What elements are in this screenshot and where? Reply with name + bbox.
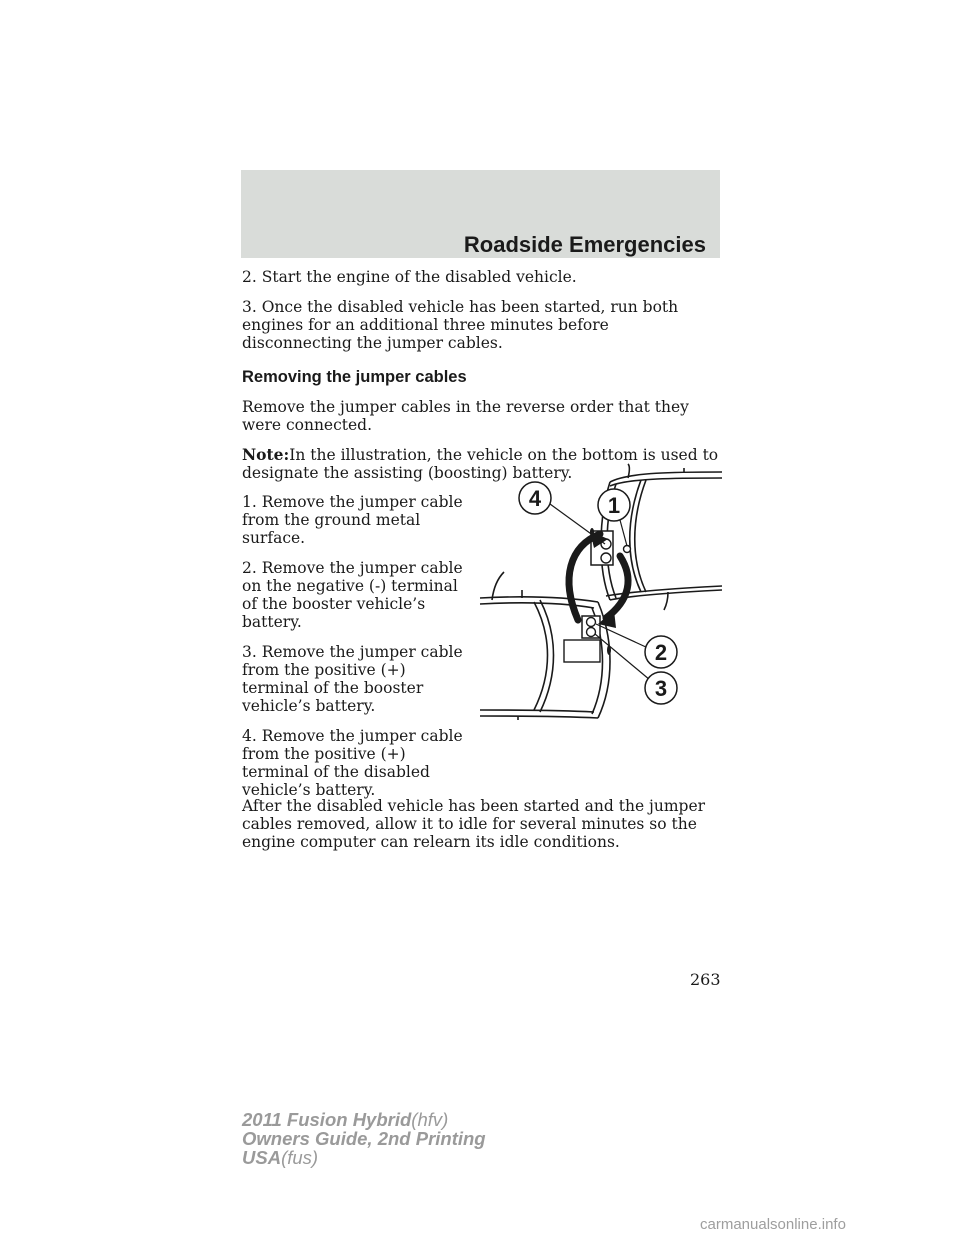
footer-model-code: (hfv) [411, 1109, 449, 1130]
footer-line-3 [242, 1148, 486, 1167]
callout-4-label: 4 [528, 486, 542, 511]
booster-negative-terminal [587, 628, 596, 637]
page-number: 263 [690, 970, 721, 989]
disabled-negative-terminal [601, 553, 611, 563]
removal-step-4: 4. Remove the jumper cable from the positive (+) terminal of the disabled vehicle’s battery. [242, 727, 463, 799]
section-header-band [241, 170, 720, 258]
footer-market-code: (fus) [281, 1147, 319, 1168]
footer-line-1 [242, 1110, 486, 1129]
disabled-vehicle [601, 464, 722, 610]
section-title: Roadside Emergencies [463, 232, 706, 257]
note-label: Note: [242, 445, 290, 464]
removal-step-3: 3. Remove the jumper cable from the positive (+) terminal of the booster vehicle’s battery. [242, 643, 463, 715]
footer-line-2: Owners Guide, 2nd Printing [242, 1128, 486, 1149]
removing-heading: Removing the jumper cables [242, 368, 467, 386]
booster-positive-terminal [587, 618, 596, 627]
removal-step-1: 1. Remove the jumper cable from the ground metal surface. [242, 493, 463, 547]
step-3-run-engines: 3. Once the disabled vehicle has been started, run both engines for an additional three minutes before disconnecting the jumper cables. [242, 298, 679, 352]
step-2-start-engine: 2. Start the engine of the disabled vehicle. [242, 268, 577, 286]
jumper-cable-diagram [478, 460, 722, 720]
footer-market: USA [242, 1147, 282, 1168]
removal-step-2: 2. Remove the jumper cable on the negative (-) terminal of the booster vehicle’s battery. [242, 559, 463, 631]
removing-intro: Remove the jumper cables in the reverse order that they were connected. [242, 398, 689, 434]
ground-point [624, 546, 631, 553]
removal-steps [242, 493, 474, 811]
watermark: carmanualsonline.info [700, 1216, 846, 1233]
callout-2-label: 2 [654, 640, 668, 665]
after-text: After the disabled vehicle has been started and the jumper cables removed, allow it to idle for several minutes so the engine computer can relearn its idle conditions. [242, 797, 706, 851]
callout-1-label: 1 [607, 493, 621, 518]
footer-model: 2011 Fusion Hybrid [242, 1109, 412, 1130]
footer [242, 1110, 486, 1167]
callout-3-label: 3 [654, 676, 668, 701]
jumper-cable-illustration [478, 460, 722, 720]
note-text: In the illustration, the vehicle on the bottom is used to designate the assisting (boosting) battery. [242, 446, 719, 482]
after-paragraph [242, 797, 722, 851]
